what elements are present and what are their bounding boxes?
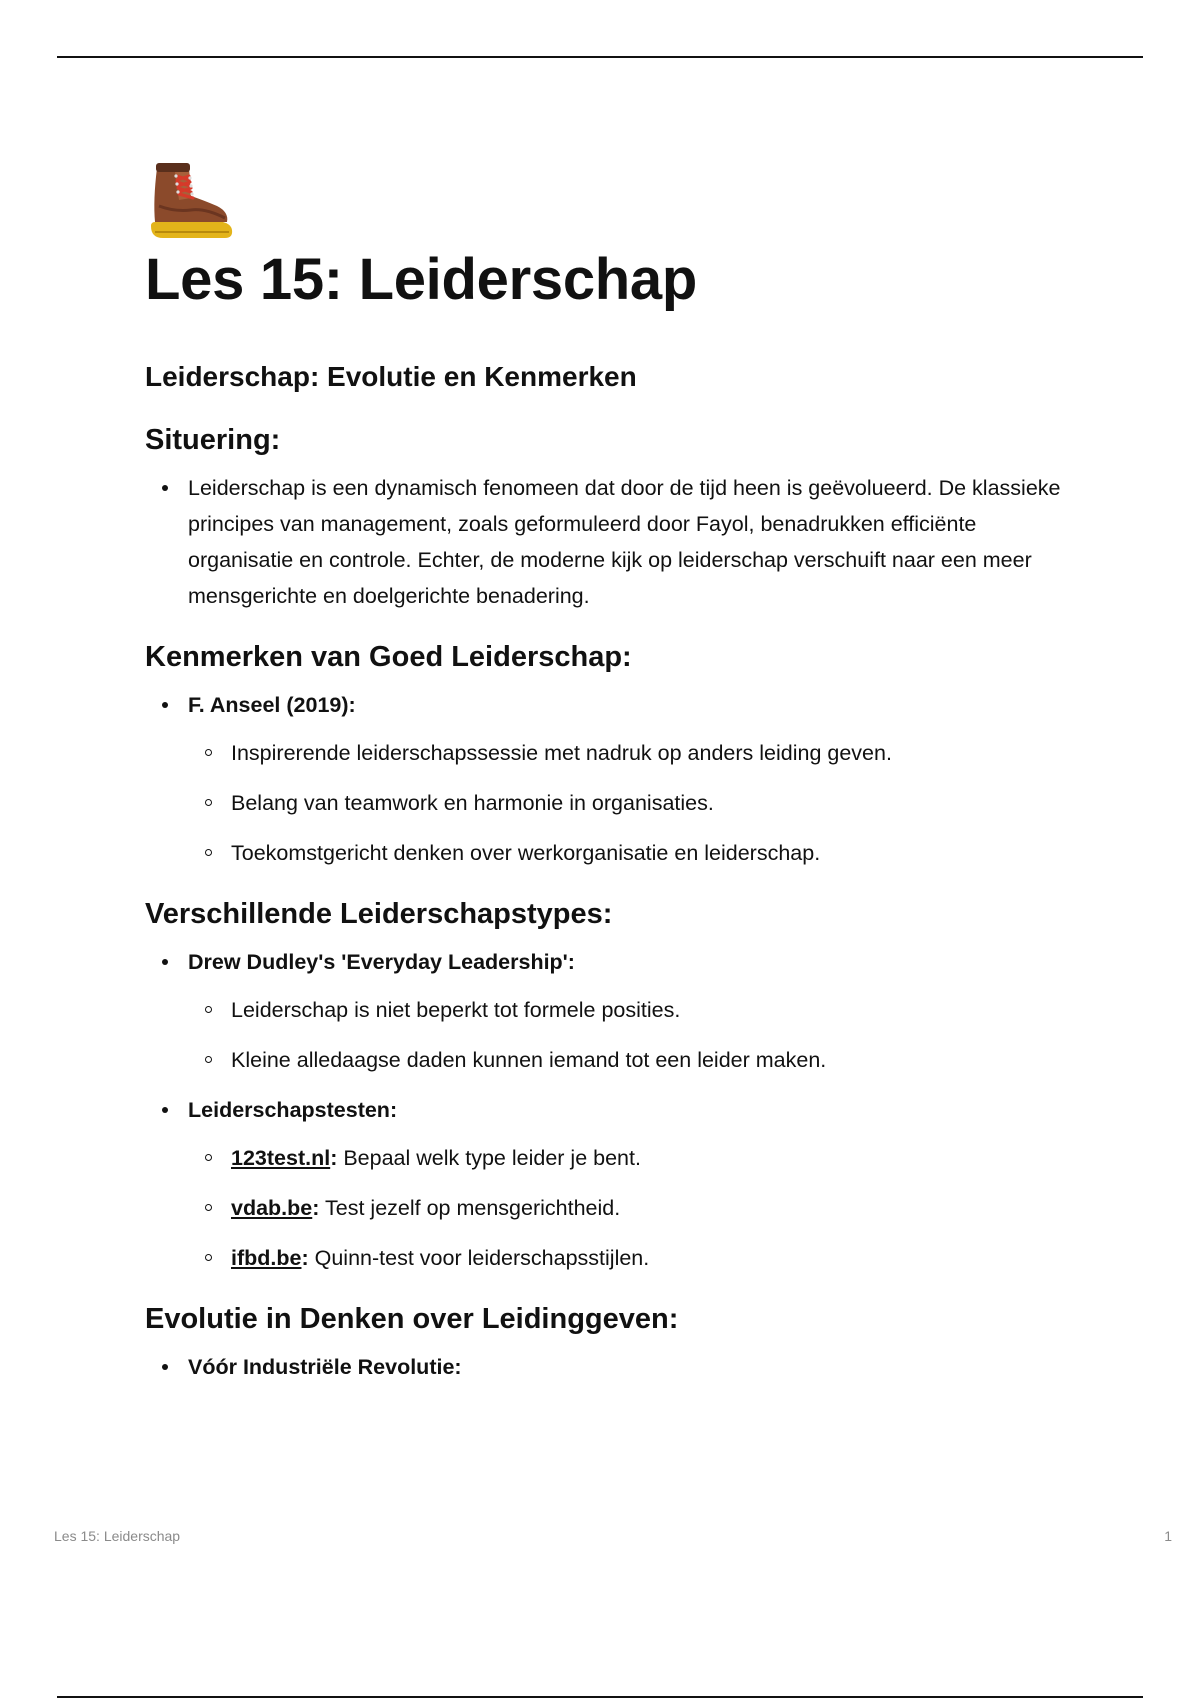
page-number: 1	[1164, 1528, 1172, 1544]
sub-list-item: Toekomstgericht denken over werkorganisatie en leiderschap.	[188, 835, 1085, 871]
list-item	[145, 687, 1085, 871]
bottom-rule	[57, 1696, 1143, 1698]
section-heading: Situering:	[145, 424, 281, 457]
document-subtitle: Leiderschap: Evolutie en Kenmerken	[145, 360, 637, 392]
top-rule	[57, 56, 1143, 58]
link-ifbd[interactable]: ifbd.be	[231, 1245, 302, 1270]
link-123test[interactable]: 123test.nl	[231, 1145, 331, 1170]
list-item-label: Drew Dudley's 'Everyday Leadership':	[188, 949, 575, 974]
sub-list-item: vdab.be: Test jezelf op mensgerichtheid.	[188, 1190, 1085, 1226]
section-situering	[145, 423, 1085, 614]
link-description: Bepaal welk type leider je bent.	[343, 1145, 641, 1170]
list-item	[145, 1349, 1085, 1385]
list-item-label: F. Anseel (2019):	[188, 692, 356, 717]
list-item	[145, 944, 1085, 1078]
sub-list-item: Leiderschap is niet beperkt tot formele posities.	[188, 992, 1085, 1028]
list-item-label: Vóór Industriële Revolutie:	[188, 1354, 462, 1379]
section-heading: Kenmerken van Goed Leiderschap:	[145, 641, 632, 674]
sub-list-item: Belang van teamwork en harmonie in organisaties.	[188, 785, 1085, 821]
link-vdab[interactable]: vdab.be	[231, 1195, 313, 1220]
sub-list-item: Kleine alledaagse daden kunnen iemand tot een leider maken.	[188, 1042, 1085, 1078]
list-item	[145, 1092, 1085, 1276]
section-kenmerken	[145, 640, 1085, 871]
sub-list-item: 123test.nl: Bepaal welk type leider je bent.	[188, 1140, 1085, 1176]
hiking-boot-icon	[145, 160, 235, 242]
section-heading: Evolutie in Denken over Leidinggeven:	[145, 1302, 679, 1335]
section-types	[145, 897, 1085, 1276]
document-content	[145, 160, 1085, 1411]
link-description: Quinn-test voor leiderschapsstijlen.	[314, 1245, 650, 1270]
sub-list-item: Inspirerende leiderschapssessie met nadruk op anders leiding geven.	[188, 735, 1085, 771]
list-item-label: Leiderschapstesten:	[188, 1097, 398, 1122]
list-item: Leiderschap is een dynamisch fenomeen dat door de tijd heen is geëvolueerd. De klassieke principes van management, zoals geformuleerd door Fayol, benadrukken efficiënte organisatie en controle. Echter, de moderne kijk op leiderschap verschuift naar een meer mensgerichte en doelgerichte benadering.	[145, 470, 1085, 614]
page-title: Les 15: Leiderschap	[145, 247, 697, 312]
link-description: Test jezelf op mensgerichtheid.	[325, 1195, 621, 1220]
footer-title: Les 15: Leiderschap	[54, 1528, 181, 1544]
section-heading: Verschillende Leiderschapstypes:	[145, 897, 613, 930]
sub-list-item: ifbd.be: Quinn-test voor leiderschapsstijlen.	[188, 1240, 1085, 1276]
section-evolutie	[145, 1302, 1085, 1385]
